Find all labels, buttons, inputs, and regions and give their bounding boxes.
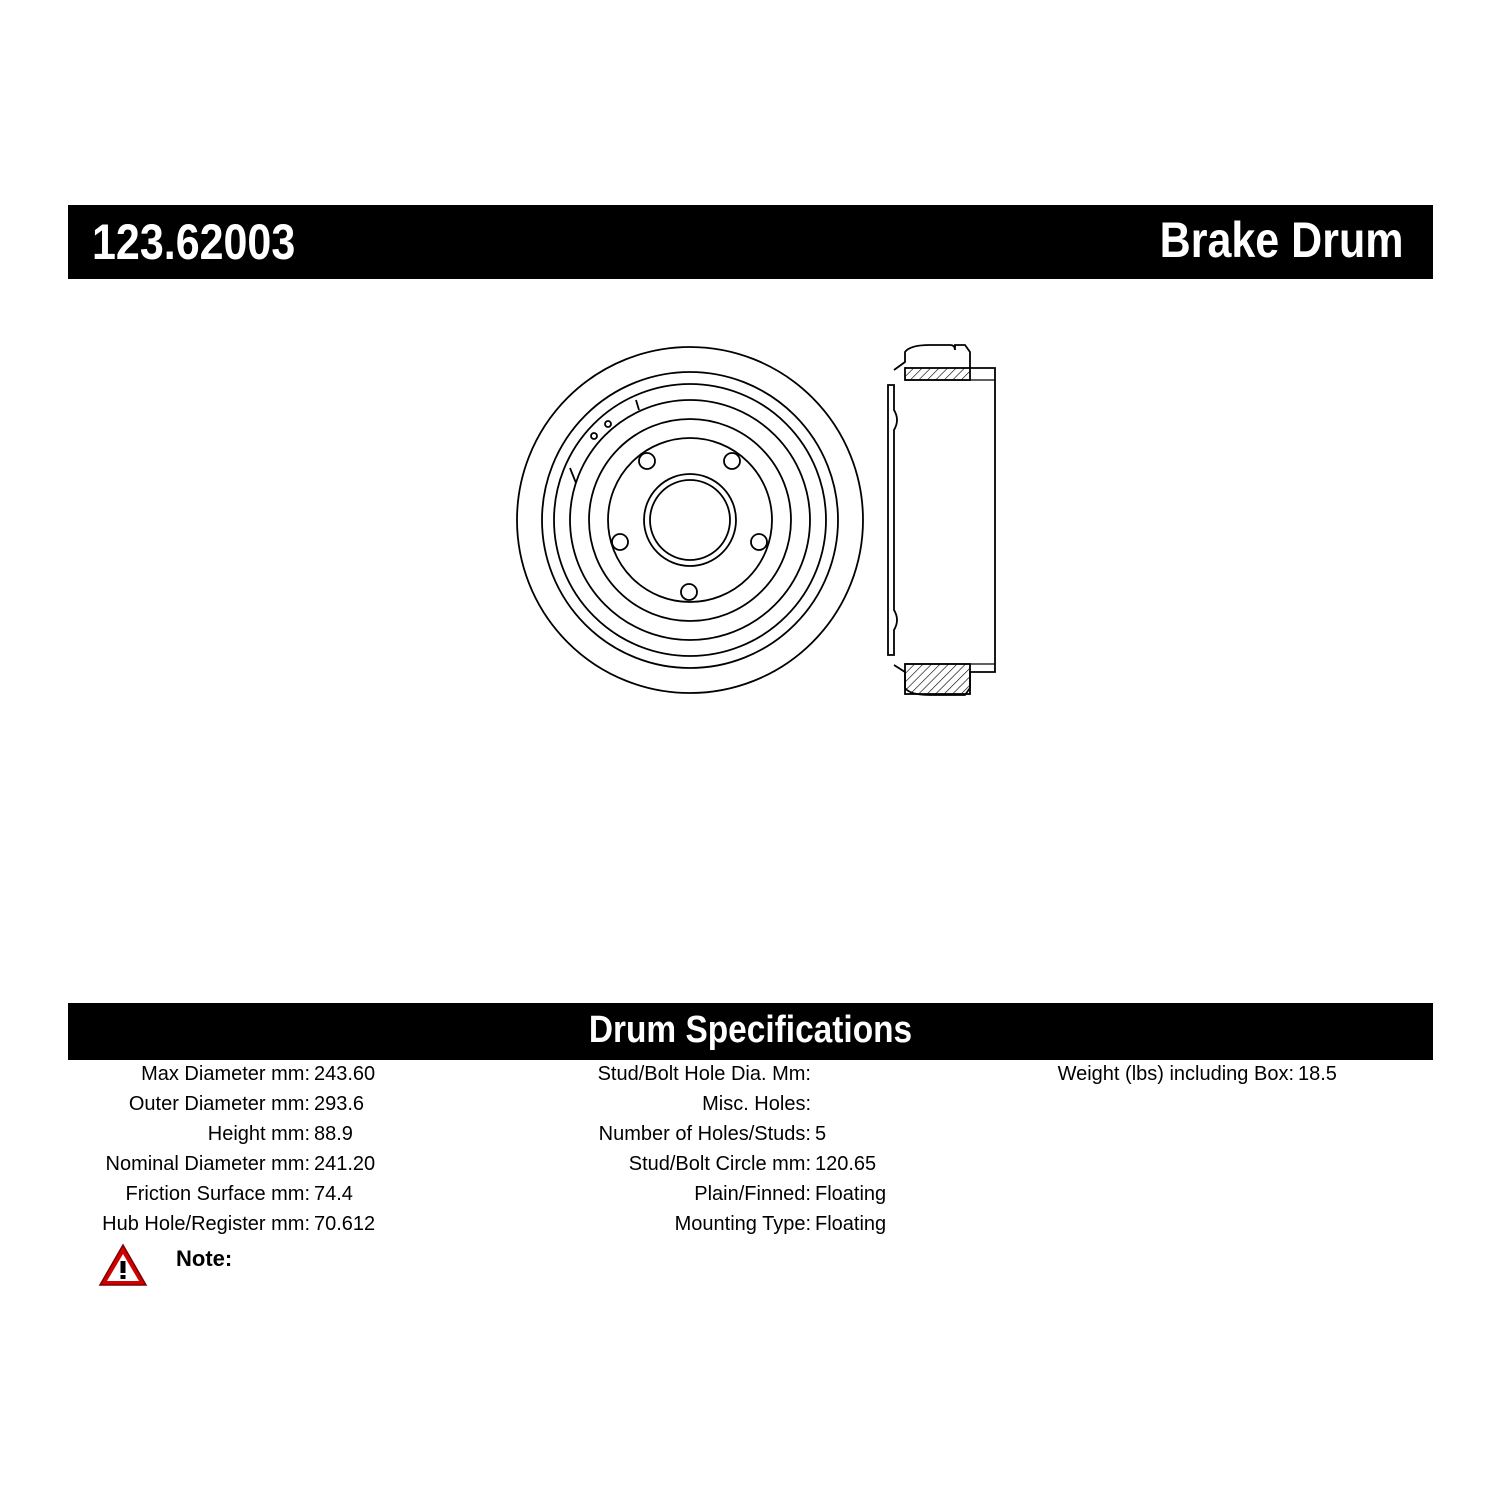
note-label: Note: bbox=[176, 1246, 233, 1271]
product-type: Brake Drum bbox=[1159, 212, 1403, 268]
spec-value: 293.6 bbox=[314, 1093, 365, 1115]
spec-label: Number of Holes/Studs: bbox=[598, 1123, 811, 1145]
spec-value: 70.612 bbox=[314, 1213, 376, 1235]
spec-value: 243.60 bbox=[314, 1063, 376, 1085]
spec-label: Mounting Type: bbox=[674, 1213, 811, 1235]
spec-label: Nominal Diameter mm: bbox=[105, 1153, 310, 1175]
spec-section-title: Drum Specifications bbox=[588, 1009, 913, 1051]
spec-label: Stud/Bolt Circle mm: bbox=[628, 1153, 811, 1175]
spec-section-header bbox=[68, 1003, 1433, 1060]
spec-label: Max Diameter mm: bbox=[141, 1063, 310, 1085]
spec-row bbox=[0, 1063, 1337, 1093]
spec-value: Floating bbox=[815, 1183, 887, 1205]
spec-label: Friction Surface mm: bbox=[125, 1183, 310, 1205]
spec-value: 5 bbox=[815, 1123, 827, 1145]
note bbox=[98, 1243, 233, 1292]
spec-label: Outer Diameter mm: bbox=[128, 1093, 310, 1115]
spec-row bbox=[0, 1183, 887, 1213]
spec-row bbox=[0, 1123, 827, 1153]
spec-label: Plain/Finned: bbox=[694, 1183, 811, 1205]
spec-row bbox=[0, 1153, 877, 1183]
spec-value: 74.4 bbox=[314, 1183, 353, 1205]
spec-value: 18.5 bbox=[1298, 1063, 1337, 1085]
spec-label: Stud/Bolt Hole Dia. Mm: bbox=[597, 1063, 811, 1085]
spec-value: 88.9 bbox=[314, 1123, 353, 1145]
spec-value: 241.20 bbox=[314, 1153, 376, 1175]
spec-value: Floating bbox=[815, 1213, 887, 1235]
spec-label: Misc. Holes: bbox=[702, 1093, 811, 1115]
drum-side-view bbox=[888, 345, 995, 695]
header-bar bbox=[68, 205, 1433, 279]
drum-front-view bbox=[517, 347, 863, 693]
warning-icon bbox=[98, 1243, 148, 1287]
brake-drum-drawing bbox=[510, 335, 1010, 705]
spec-label: Height mm: bbox=[207, 1123, 310, 1145]
spec-value: 120.65 bbox=[815, 1153, 877, 1175]
part-number: 123.62003 bbox=[92, 214, 296, 270]
spec-label: Weight (lbs) including Box: bbox=[1057, 1063, 1294, 1085]
spec-row bbox=[0, 1093, 811, 1123]
spec-label: Hub Hole/Register mm: bbox=[102, 1213, 310, 1235]
spec-row bbox=[0, 1213, 887, 1243]
